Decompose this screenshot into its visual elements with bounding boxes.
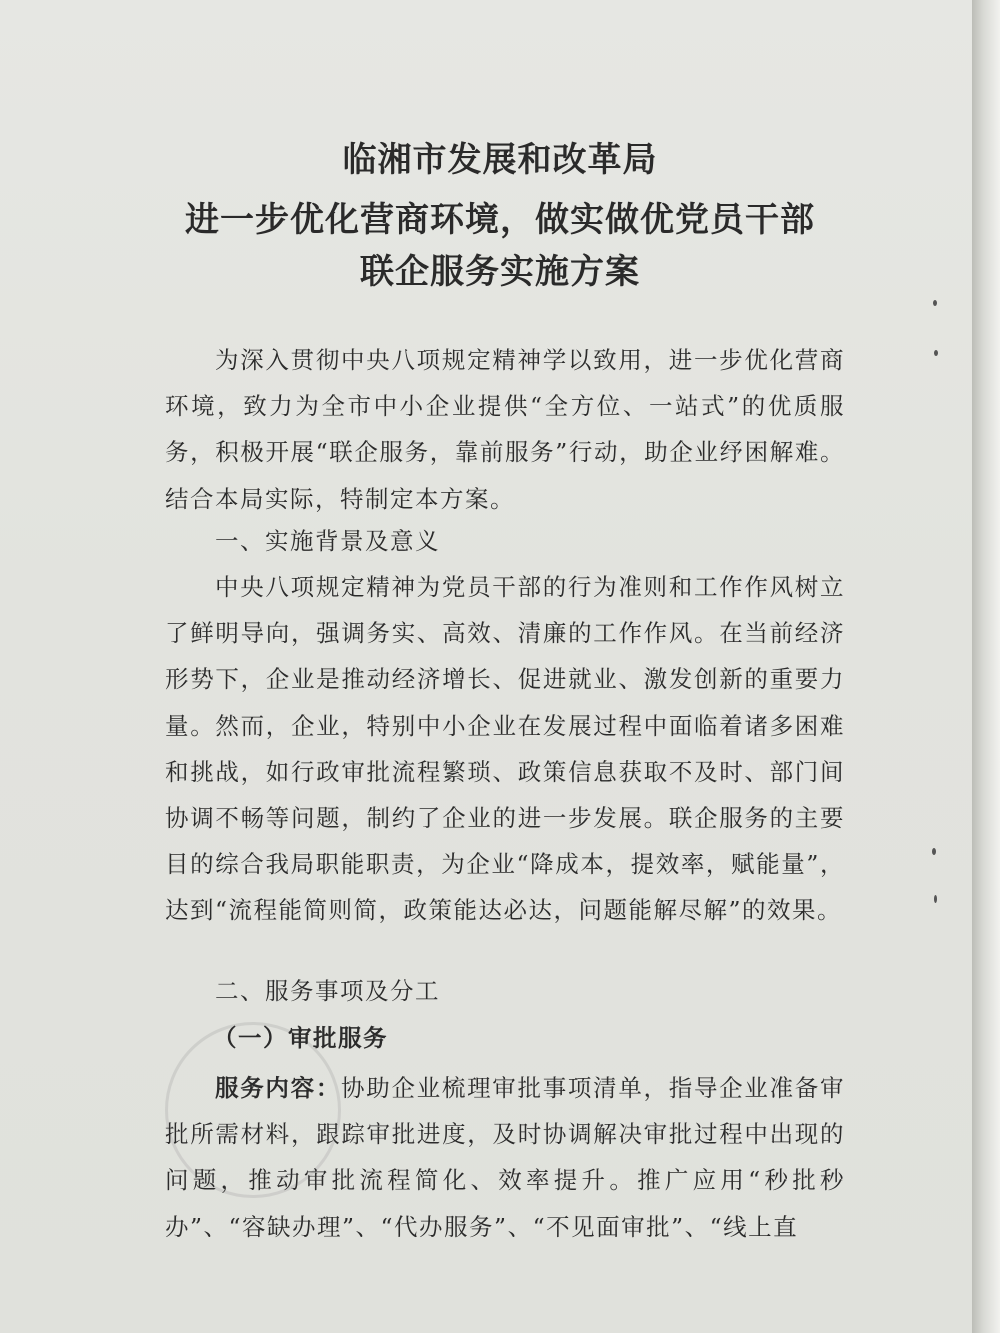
section-1-heading: 一、实施背景及意义 <box>215 527 440 555</box>
section-1-body: 中央八项规定精神为党员干部的行为准则和工作作风树立了鲜明导向，强调务实、高效、清廉的工作作风。在当前经济形势下，企业是推动经济增长、促进就业、激发创新的重要力量。然而，企业，特别中小企业在发展过程中面临着诸多困难和挑战，如行政审批流程繁琐、政策信息获取不及时、部门间协调不畅等问题，制约了企业的进一步发展。联企服务的主要目的综合我局职能职责，为企业“降成本，提效率，赋能量”，达到“流程能简则简，政策能达必达，问题能解尽解”的效果。 <box>165 573 845 925</box>
service-content-label: 服务内容： <box>215 1074 342 1102</box>
subsection-1-heading: （一）审批服务 <box>213 1024 388 1052</box>
speck <box>932 848 936 855</box>
document-title-line-3: 联企服务实施方案 <box>360 252 640 292</box>
speck <box>934 895 937 903</box>
service-content-paragraph <box>165 1065 845 1250</box>
speck <box>934 350 938 356</box>
document-title-line-2: 进一步优化营商环境，做实做优党员干部 <box>185 200 815 240</box>
page-edge-shadow <box>972 0 1000 1333</box>
intro-paragraph: 为深入贯彻中央八项规定精神学以致用，进一步优化营商环境，致力为全市中小企业提供“全方位、一站式”的优质服务，积极开展“联企服务，靠前服务”行动，助企业纾困解难。结合本局实际，特制定本方案。 <box>165 346 845 513</box>
speck <box>933 300 937 306</box>
document-title-line-1: 临湘市发展和改革局 <box>342 140 658 180</box>
section-2-heading: 二、服务事项及分工 <box>215 977 440 1005</box>
service-content-text: 协助企业梳理审批事项清单，指导企业准备审批所需材料，跟踪审批进度，及时协调解决审批过程中出现的问题，推动审批流程简化、效率提升。推广应用“秒批秒办”、“容缺办理”、“代办服务”、“不见面审批”、“线上直 <box>165 1074 846 1241</box>
